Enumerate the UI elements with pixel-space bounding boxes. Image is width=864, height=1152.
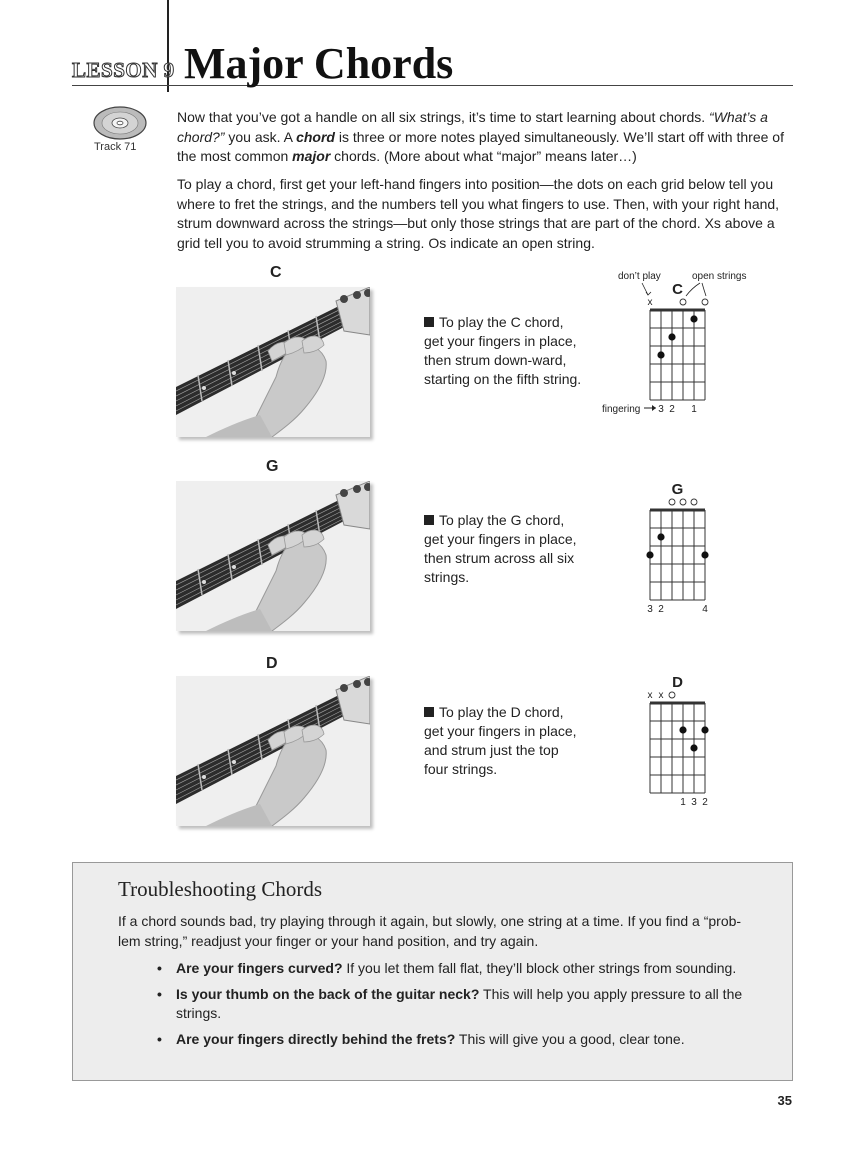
muted-string-marker: x bbox=[658, 690, 664, 701]
troubleshooting-intro: If a chord sounds bad, try playing through it again, but slowly, one string at a time. If you find a “prob-lem string,” readjust your finger or your hand position, and try again. bbox=[118, 913, 742, 949]
chord-diagram-d bbox=[596, 659, 756, 809]
finger-number: 2 bbox=[658, 604, 664, 615]
bullet-answer: This will help you apply pressure to all the strings. bbox=[176, 985, 743, 1021]
bullet-answer: If you let them fall flat, they’ll block other strings from sounding. bbox=[342, 960, 737, 976]
finger-dot bbox=[657, 533, 664, 540]
muted-string-marker: x bbox=[647, 297, 653, 308]
annotation-open-strings: open strings bbox=[692, 271, 747, 282]
list-item bbox=[157, 959, 747, 979]
square-bullet-icon bbox=[424, 515, 434, 525]
chord-diagram-c bbox=[596, 266, 756, 416]
finger-number: 4 bbox=[702, 604, 708, 615]
photo-d-chord bbox=[176, 676, 370, 826]
square-bullet-icon bbox=[424, 317, 434, 327]
open-string-marker bbox=[680, 299, 686, 305]
track-label: Track 71 bbox=[94, 141, 137, 153]
bullet-question: Is your thumb on the back of the guitar neck? bbox=[176, 985, 480, 1002]
finger-number: 2 bbox=[702, 797, 708, 808]
chord-name-g: G bbox=[266, 458, 279, 475]
intro-paragraph-2: To play a chord, first get your left-hand fingers into position—the dots on each grid below tell you where to fret the strings, and the numbers tell you what fingers to use. Then, with your right hand, strum downward across the strings—but only those strings that are part of the chord. Xs above a grid tell you to avoid strumming a string. Os indicate an open string. bbox=[177, 176, 780, 251]
open-string-marker bbox=[669, 692, 675, 698]
instruction-g-text: To play the G chord, get your fingers in place, then strum across all six strings. bbox=[424, 512, 577, 585]
annotation-arrowhead bbox=[652, 405, 656, 411]
list-item bbox=[157, 1030, 747, 1050]
troubleshooting-title: Troubleshooting Chords bbox=[118, 877, 323, 901]
guitar-hand-illustration bbox=[176, 481, 370, 631]
finger-number: 2 bbox=[669, 404, 675, 415]
intro-text-segment: you ask. A bbox=[224, 128, 297, 145]
annotation-arrowhead bbox=[646, 292, 651, 295]
open-string-marker bbox=[702, 299, 708, 305]
bullet-question: Are your fingers directly behind the frets? bbox=[176, 1030, 456, 1047]
page-number: 35 bbox=[777, 1093, 792, 1108]
page-title: Major Chords bbox=[184, 39, 454, 88]
diagram-chord-name: D bbox=[672, 674, 683, 691]
finger-number: 1 bbox=[691, 404, 697, 415]
finger-dot bbox=[690, 315, 697, 322]
list-item bbox=[157, 985, 747, 1024]
annotation-arrow bbox=[702, 283, 706, 296]
intro-text-segment: major bbox=[292, 148, 331, 164]
finger-number: 3 bbox=[658, 404, 664, 415]
finger-number: 3 bbox=[647, 604, 653, 615]
finger-dot bbox=[646, 551, 653, 558]
lesson-label: LESSON 9 bbox=[72, 58, 175, 82]
finger-dot bbox=[701, 726, 708, 733]
open-string-marker bbox=[669, 499, 675, 505]
finger-dot bbox=[668, 333, 675, 340]
intro-text-segment: chords. (More about what “major” means later…) bbox=[330, 148, 637, 164]
annotation-arrow bbox=[686, 283, 700, 296]
finger-dot bbox=[690, 744, 697, 751]
square-bullet-icon bbox=[424, 707, 434, 717]
troubleshooting-list bbox=[157, 959, 747, 1055]
open-string-marker bbox=[691, 499, 697, 505]
intro-paragraph-1 bbox=[177, 108, 793, 167]
annotation-fingering: fingering bbox=[602, 404, 641, 415]
instruction-d bbox=[424, 703, 584, 779]
diagram-chord-name: G bbox=[671, 481, 684, 498]
open-string-marker bbox=[680, 499, 686, 505]
photo-g-chord bbox=[176, 481, 370, 631]
instruction-d-text: To play the D chord, get your fingers in place, and strum just the top four strings. bbox=[424, 704, 577, 777]
chord-name-c: C bbox=[270, 264, 282, 281]
chord-name-d: D bbox=[266, 655, 278, 672]
guitar-hand-illustration bbox=[176, 287, 370, 437]
instruction-g bbox=[424, 511, 584, 587]
muted-string-marker: x bbox=[647, 690, 653, 701]
intro-text-segment: “What’s a chord?” bbox=[177, 109, 768, 145]
bullet-question: Are your fingers curved? bbox=[176, 960, 343, 976]
bullet-answer: This will give you a good, clear tone. bbox=[455, 1030, 685, 1047]
guitar-hand-illustration bbox=[176, 676, 370, 826]
intro-text-segment: is three or more notes played simultaneously. We’ll start off with three of the most common bbox=[177, 128, 784, 164]
instruction-c bbox=[424, 313, 584, 389]
finger-dot bbox=[701, 551, 708, 558]
finger-dot bbox=[679, 726, 686, 733]
intro-text-segment: Now that you’ve got a handle on all six strings, it’s time to start learning about chords. bbox=[177, 109, 710, 125]
finger-number: 1 bbox=[680, 797, 686, 808]
annotation-dont-play: don’t play bbox=[618, 271, 661, 282]
cd-icon bbox=[93, 106, 147, 140]
chord-diagram-g bbox=[596, 466, 756, 616]
instruction-c-text: To play the C chord, get your fingers in place, then strum down-ward, starting on the fifth string. bbox=[424, 314, 582, 387]
finger-number: 3 bbox=[691, 797, 697, 808]
intro-text-segment: chord bbox=[296, 128, 335, 145]
finger-dot bbox=[657, 351, 664, 358]
diagram-chord-name: C bbox=[672, 281, 683, 298]
photo-c-chord bbox=[176, 287, 370, 437]
